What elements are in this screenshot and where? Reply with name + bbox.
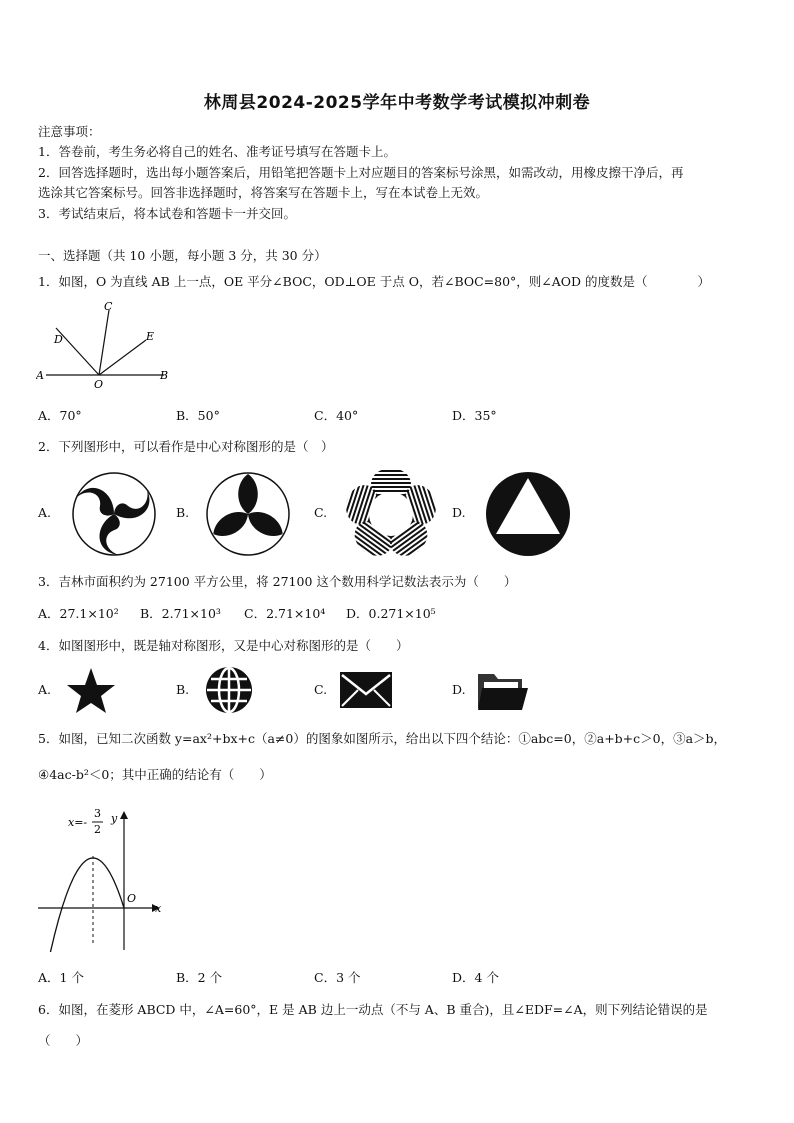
- globe-icon: [202, 664, 256, 716]
- flower-figure: [344, 466, 438, 558]
- question-6-text: 6．如图，在菱形 ABCD 中，∠A=60°，E 是 AB 边上一动点（不与 A、B 重合)，且∠EDF=∠A，则下列结论错误的是: [38, 1002, 708, 1017]
- option-d[interactable]: D.: [452, 505, 466, 520]
- fraction-denominator: 2: [94, 823, 101, 836]
- option-c[interactable]: C．2.71×10⁴: [244, 606, 326, 621]
- option-b[interactable]: B.: [176, 682, 190, 697]
- label-b: B: [160, 369, 169, 382]
- envelope-icon: [338, 666, 394, 714]
- option-d[interactable]: D．0.271×10⁵: [346, 606, 436, 621]
- page-title: 林周县2024-2025学年中考数学考试模拟冲刺卷: [203, 93, 591, 113]
- angle-figure: [36, 298, 176, 390]
- notice-item: 1．答卷前，考生务必将自己的姓名、准考证号填写在答题卡上。: [38, 144, 396, 159]
- question-5-text: 5．如图，已知二次函数 y=ax²+bx+c（a≠0）的图象如图所示，给出以下四个结论：①abc=0，②a+b+c＞0，③a＞b，: [38, 731, 727, 746]
- notice-heading: 注意事项：: [38, 124, 101, 139]
- option-a[interactable]: A．1 个: [38, 970, 84, 985]
- option-d[interactable]: D.: [452, 682, 466, 697]
- option-c[interactable]: C.: [314, 505, 328, 520]
- origin-label: O: [127, 892, 137, 905]
- label-a: A: [36, 369, 44, 382]
- axis-equation-label: x=-: [68, 816, 88, 829]
- notice-item: 3．考试结束后，将本试卷和答题卡一并交回。: [38, 206, 296, 221]
- question-3-text: 3．吉林市面积约为 27100 平方公里，将 27100 这个数用科学记数法表示为（ ）: [38, 574, 517, 589]
- option-c[interactable]: C.: [314, 682, 328, 697]
- option-c[interactable]: C．40°: [314, 408, 359, 423]
- option-b[interactable]: B.: [176, 505, 190, 520]
- option-b[interactable]: B．2.71×10³: [140, 606, 221, 621]
- label-d: D: [54, 333, 63, 346]
- question-5-text-cont: ④4ac-b²＜0；其中正确的结论有（ ）: [38, 767, 272, 782]
- x-axis-label: x: [155, 902, 162, 915]
- star-icon: [64, 664, 118, 716]
- option-d[interactable]: D．4 个: [452, 970, 499, 985]
- question-6-text-cont: （ ）: [38, 1033, 89, 1048]
- label-o: O: [94, 378, 104, 390]
- option-c[interactable]: C．3 个: [314, 970, 361, 985]
- petal-figure: [204, 470, 292, 558]
- notice-item: 2．回答选择题时，选出每小题答案后，用铅笔把答题卡上对应题目的答案标号涂黑，如需改动，用橡皮擦干净后，再: [38, 165, 684, 180]
- option-a[interactable]: A.: [38, 505, 52, 520]
- notice-item: 选涂其它答案标号。回答非选择题时，将答案写在答题卡上，写在本试卷上无效。: [38, 185, 489, 200]
- parabola-graph: [34, 800, 174, 952]
- folder-icon: [474, 666, 530, 714]
- triangle-circle-figure: [484, 470, 572, 558]
- section-heading: 一、选择题（共 10 小题，每小题 3 分，共 30 分）: [38, 248, 327, 263]
- option-b[interactable]: B．2 个: [176, 970, 223, 985]
- label-c: C: [104, 300, 113, 313]
- y-axis-label: y: [111, 812, 118, 825]
- label-e: E: [146, 330, 155, 343]
- question-2-text: 2．下列图形中，可以看作是中心对称图形的是（ ）: [38, 439, 334, 454]
- option-a[interactable]: A．70°: [38, 408, 82, 423]
- option-a[interactable]: A.: [38, 682, 52, 697]
- option-b[interactable]: B．50°: [176, 408, 220, 423]
- swirl-figure: [70, 470, 158, 558]
- question-4-text: 4．如图图形中，既是轴对称图形，又是中心对称图形的是（ ）: [38, 638, 409, 653]
- option-d[interactable]: D．35°: [452, 408, 497, 423]
- fraction-numerator: 3: [94, 807, 101, 820]
- option-a[interactable]: A．27.1×10²: [38, 606, 119, 621]
- question-1-text: 1．如图，O 为直线 AB 上一点，OE 平分∠BOC，OD⊥OE 于点 O，若∠BOC=80°，则∠AOD 的度数是（ ）: [38, 274, 711, 289]
